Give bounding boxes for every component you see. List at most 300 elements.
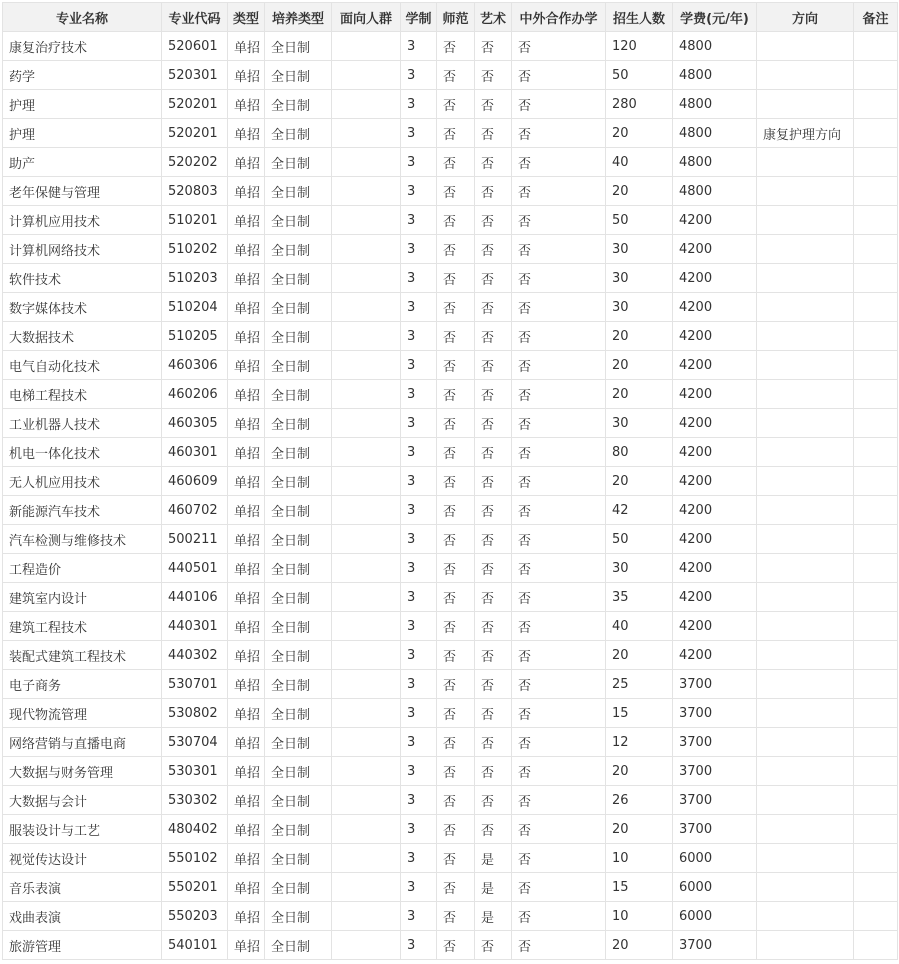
cell-duration: 3	[401, 931, 437, 960]
cell-remarks	[854, 148, 898, 177]
cell-joint-program: 否	[512, 786, 606, 815]
cell-normal-school: 否	[437, 235, 475, 264]
cell-enrollment-count: 15	[606, 699, 673, 728]
cell-type: 单招	[228, 641, 265, 670]
cell-normal-school: 否	[437, 583, 475, 612]
cell-type: 单招	[228, 728, 265, 757]
cell-enrollment-count: 30	[606, 293, 673, 322]
cell-joint-program: 否	[512, 583, 606, 612]
cell-training-type: 全日制	[265, 670, 332, 699]
table-row	[3, 786, 898, 815]
cell-type: 单招	[228, 380, 265, 409]
cell-target-group	[332, 409, 401, 438]
cell-direction	[757, 902, 854, 931]
cell-tuition: 4200	[673, 496, 757, 525]
cell-normal-school: 否	[437, 61, 475, 90]
cell-type: 单招	[228, 757, 265, 786]
cell-remarks	[854, 496, 898, 525]
cell-remarks	[854, 844, 898, 873]
cell-direction	[757, 235, 854, 264]
cell-major-code: 500211	[162, 525, 228, 554]
cell-target-group	[332, 902, 401, 931]
cell-normal-school: 否	[437, 438, 475, 467]
table-row	[3, 177, 898, 206]
cell-major-name: 助产	[3, 148, 162, 177]
cell-type: 单招	[228, 322, 265, 351]
cell-direction	[757, 815, 854, 844]
cell-duration: 3	[401, 525, 437, 554]
cell-duration: 3	[401, 90, 437, 119]
cell-direction	[757, 90, 854, 119]
cell-normal-school: 否	[437, 902, 475, 931]
table-row	[3, 583, 898, 612]
table-row	[3, 554, 898, 583]
cell-tuition: 4200	[673, 351, 757, 380]
cell-major-name: 网络营销与直播电商	[3, 728, 162, 757]
cell-training-type: 全日制	[265, 699, 332, 728]
cell-major-name: 大数据技术	[3, 322, 162, 351]
cell-target-group	[332, 612, 401, 641]
cell-type: 单招	[228, 873, 265, 902]
cell-training-type: 全日制	[265, 844, 332, 873]
cell-major-code: 550203	[162, 902, 228, 931]
cell-duration: 3	[401, 873, 437, 902]
cell-type: 单招	[228, 90, 265, 119]
table-row	[3, 612, 898, 641]
cell-target-group	[332, 554, 401, 583]
cell-enrollment-count: 50	[606, 206, 673, 235]
cell-art: 否	[475, 351, 512, 380]
cell-target-group	[332, 293, 401, 322]
cell-joint-program: 否	[512, 844, 606, 873]
cell-art: 否	[475, 148, 512, 177]
table-row	[3, 641, 898, 670]
cell-enrollment-count: 20	[606, 119, 673, 148]
cell-training-type: 全日制	[265, 873, 332, 902]
cell-enrollment-count: 40	[606, 148, 673, 177]
header-joint-program: 中外合作办学	[512, 3, 606, 32]
cell-target-group	[332, 380, 401, 409]
cell-training-type: 全日制	[265, 554, 332, 583]
cell-major-code: 440302	[162, 641, 228, 670]
cell-training-type: 全日制	[265, 641, 332, 670]
cell-art: 否	[475, 728, 512, 757]
cell-major-code: 510201	[162, 206, 228, 235]
cell-major-name: 服装设计与工艺	[3, 815, 162, 844]
cell-joint-program: 否	[512, 467, 606, 496]
cell-major-name: 康复治疗技术	[3, 32, 162, 61]
cell-tuition: 4800	[673, 177, 757, 206]
cell-enrollment-count: 42	[606, 496, 673, 525]
cell-direction	[757, 496, 854, 525]
cell-training-type: 全日制	[265, 148, 332, 177]
cell-enrollment-count: 30	[606, 264, 673, 293]
cell-tuition: 4200	[673, 641, 757, 670]
cell-tuition: 4800	[673, 119, 757, 148]
cell-duration: 3	[401, 496, 437, 525]
cell-art: 否	[475, 235, 512, 264]
cell-art: 否	[475, 583, 512, 612]
cell-direction	[757, 32, 854, 61]
table-row	[3, 699, 898, 728]
cell-direction	[757, 467, 854, 496]
cell-duration: 3	[401, 322, 437, 351]
cell-duration: 3	[401, 438, 437, 467]
header-direction: 方向	[757, 3, 854, 32]
cell-normal-school: 否	[437, 177, 475, 206]
cell-target-group	[332, 931, 401, 960]
cell-major-code: 460206	[162, 380, 228, 409]
cell-remarks	[854, 293, 898, 322]
cell-art: 否	[475, 32, 512, 61]
cell-joint-program: 否	[512, 554, 606, 583]
cell-normal-school: 否	[437, 351, 475, 380]
cell-duration: 3	[401, 206, 437, 235]
cell-enrollment-count: 40	[606, 612, 673, 641]
cell-normal-school: 否	[437, 496, 475, 525]
cell-remarks	[854, 90, 898, 119]
cell-duration: 3	[401, 235, 437, 264]
cell-tuition: 4200	[673, 409, 757, 438]
cell-training-type: 全日制	[265, 467, 332, 496]
cell-duration: 3	[401, 844, 437, 873]
cell-direction	[757, 641, 854, 670]
cell-tuition: 6000	[673, 873, 757, 902]
cell-direction	[757, 409, 854, 438]
cell-target-group	[332, 32, 401, 61]
cell-joint-program: 否	[512, 525, 606, 554]
cell-direction	[757, 177, 854, 206]
cell-normal-school: 否	[437, 757, 475, 786]
cell-duration: 3	[401, 902, 437, 931]
cell-normal-school: 否	[437, 815, 475, 844]
cell-major-name: 建筑工程技术	[3, 612, 162, 641]
cell-normal-school: 否	[437, 554, 475, 583]
cell-major-code: 510204	[162, 293, 228, 322]
cell-remarks	[854, 641, 898, 670]
cell-joint-program: 否	[512, 119, 606, 148]
cell-target-group	[332, 438, 401, 467]
cell-direction	[757, 612, 854, 641]
cell-major-name: 电梯工程技术	[3, 380, 162, 409]
cell-major-code: 550102	[162, 844, 228, 873]
cell-type: 单招	[228, 351, 265, 380]
cell-art: 否	[475, 467, 512, 496]
cell-training-type: 全日制	[265, 264, 332, 293]
cell-normal-school: 否	[437, 699, 475, 728]
cell-major-name: 护理	[3, 119, 162, 148]
cell-art: 否	[475, 612, 512, 641]
cell-enrollment-count: 25	[606, 670, 673, 699]
cell-enrollment-count: 20	[606, 757, 673, 786]
table-row	[3, 32, 898, 61]
cell-art: 否	[475, 293, 512, 322]
cell-direction	[757, 264, 854, 293]
cell-art: 否	[475, 525, 512, 554]
cell-tuition: 3700	[673, 786, 757, 815]
cell-remarks	[854, 525, 898, 554]
table-row	[3, 670, 898, 699]
cell-training-type: 全日制	[265, 438, 332, 467]
cell-major-code: 460305	[162, 409, 228, 438]
table-row	[3, 90, 898, 119]
cell-type: 单招	[228, 264, 265, 293]
cell-major-name: 电子商务	[3, 670, 162, 699]
cell-target-group	[332, 61, 401, 90]
cell-remarks	[854, 873, 898, 902]
table-row	[3, 873, 898, 902]
cell-duration: 3	[401, 380, 437, 409]
cell-major-code: 520201	[162, 119, 228, 148]
cell-major-name: 老年保健与管理	[3, 177, 162, 206]
cell-target-group	[332, 206, 401, 235]
cell-training-type: 全日制	[265, 293, 332, 322]
cell-remarks	[854, 757, 898, 786]
cell-major-name: 计算机网络技术	[3, 235, 162, 264]
table-body	[3, 32, 898, 960]
cell-enrollment-count: 20	[606, 467, 673, 496]
cell-enrollment-count: 120	[606, 32, 673, 61]
cell-target-group	[332, 322, 401, 351]
cell-enrollment-count: 20	[606, 641, 673, 670]
cell-major-code: 530301	[162, 757, 228, 786]
table-row	[3, 815, 898, 844]
cell-type: 单招	[228, 148, 265, 177]
cell-major-code: 510203	[162, 264, 228, 293]
cell-joint-program: 否	[512, 380, 606, 409]
table-row	[3, 61, 898, 90]
cell-remarks	[854, 467, 898, 496]
cell-enrollment-count: 20	[606, 322, 673, 351]
cell-art: 否	[475, 409, 512, 438]
cell-major-name: 工业机器人技术	[3, 409, 162, 438]
cell-duration: 3	[401, 264, 437, 293]
cell-tuition: 4200	[673, 467, 757, 496]
cell-duration: 3	[401, 61, 437, 90]
cell-normal-school: 否	[437, 467, 475, 496]
cell-enrollment-count: 20	[606, 931, 673, 960]
cell-duration: 3	[401, 699, 437, 728]
cell-type: 单招	[228, 177, 265, 206]
cell-normal-school: 否	[437, 641, 475, 670]
cell-duration: 3	[401, 119, 437, 148]
cell-direction	[757, 786, 854, 815]
cell-duration: 3	[401, 409, 437, 438]
cell-remarks	[854, 409, 898, 438]
cell-art: 否	[475, 786, 512, 815]
cell-major-code: 540101	[162, 931, 228, 960]
cell-normal-school: 否	[437, 873, 475, 902]
cell-training-type: 全日制	[265, 496, 332, 525]
table-row	[3, 496, 898, 525]
cell-joint-program: 否	[512, 496, 606, 525]
cell-target-group	[332, 264, 401, 293]
cell-major-name: 音乐表演	[3, 873, 162, 902]
cell-art: 否	[475, 322, 512, 351]
cell-training-type: 全日制	[265, 322, 332, 351]
cell-remarks	[854, 931, 898, 960]
cell-joint-program: 否	[512, 148, 606, 177]
cell-target-group	[332, 496, 401, 525]
cell-tuition: 4200	[673, 293, 757, 322]
cell-type: 单招	[228, 699, 265, 728]
cell-remarks	[854, 61, 898, 90]
cell-remarks	[854, 554, 898, 583]
cell-art: 是	[475, 873, 512, 902]
cell-direction	[757, 293, 854, 322]
cell-art: 否	[475, 496, 512, 525]
table-row	[3, 409, 898, 438]
cell-normal-school: 否	[437, 844, 475, 873]
cell-type: 单招	[228, 902, 265, 931]
cell-major-code: 460702	[162, 496, 228, 525]
cell-major-name: 视觉传达设计	[3, 844, 162, 873]
cell-type: 单招	[228, 409, 265, 438]
cell-art: 否	[475, 699, 512, 728]
cell-duration: 3	[401, 757, 437, 786]
cell-joint-program: 否	[512, 902, 606, 931]
cell-training-type: 全日制	[265, 32, 332, 61]
cell-direction	[757, 670, 854, 699]
cell-tuition: 4800	[673, 148, 757, 177]
cell-major-name: 电气自动化技术	[3, 351, 162, 380]
table-header-row	[3, 3, 898, 32]
cell-joint-program: 否	[512, 206, 606, 235]
cell-remarks	[854, 119, 898, 148]
cell-tuition: 4200	[673, 438, 757, 467]
cell-normal-school: 否	[437, 612, 475, 641]
cell-remarks	[854, 351, 898, 380]
cell-target-group	[332, 525, 401, 554]
cell-tuition: 3700	[673, 757, 757, 786]
cell-major-code: 520301	[162, 61, 228, 90]
cell-major-name: 汽车检测与维修技术	[3, 525, 162, 554]
cell-duration: 3	[401, 554, 437, 583]
header-enrollment-count: 招生人数	[606, 3, 673, 32]
cell-major-name: 旅游管理	[3, 931, 162, 960]
cell-target-group	[332, 467, 401, 496]
cell-joint-program: 否	[512, 177, 606, 206]
cell-enrollment-count: 30	[606, 235, 673, 264]
cell-major-name: 大数据与财务管理	[3, 757, 162, 786]
cell-art: 否	[475, 119, 512, 148]
cell-major-name: 数字媒体技术	[3, 293, 162, 322]
cell-duration: 3	[401, 32, 437, 61]
cell-direction	[757, 728, 854, 757]
cell-enrollment-count: 50	[606, 525, 673, 554]
header-normal-school: 师范	[437, 3, 475, 32]
cell-duration: 3	[401, 467, 437, 496]
cell-major-code: 510205	[162, 322, 228, 351]
cell-major-code: 440106	[162, 583, 228, 612]
cell-normal-school: 否	[437, 32, 475, 61]
cell-joint-program: 否	[512, 264, 606, 293]
cell-enrollment-count: 80	[606, 438, 673, 467]
cell-tuition: 4800	[673, 61, 757, 90]
cell-direction	[757, 380, 854, 409]
cell-major-name: 戏曲表演	[3, 902, 162, 931]
cell-direction	[757, 438, 854, 467]
table-row	[3, 322, 898, 351]
cell-joint-program: 否	[512, 612, 606, 641]
cell-enrollment-count: 10	[606, 844, 673, 873]
cell-remarks	[854, 380, 898, 409]
cell-enrollment-count: 26	[606, 786, 673, 815]
cell-training-type: 全日制	[265, 351, 332, 380]
cell-art: 否	[475, 757, 512, 786]
cell-joint-program: 否	[512, 873, 606, 902]
cell-direction	[757, 322, 854, 351]
table-row	[3, 728, 898, 757]
header-training-type: 培养类型	[265, 3, 332, 32]
cell-duration: 3	[401, 670, 437, 699]
cell-target-group	[332, 177, 401, 206]
cell-duration: 3	[401, 177, 437, 206]
cell-training-type: 全日制	[265, 119, 332, 148]
cell-type: 单招	[228, 293, 265, 322]
cell-direction	[757, 931, 854, 960]
cell-joint-program: 否	[512, 931, 606, 960]
cell-normal-school: 否	[437, 206, 475, 235]
cell-remarks	[854, 612, 898, 641]
header-art: 艺术	[475, 3, 512, 32]
cell-enrollment-count: 10	[606, 902, 673, 931]
cell-type: 单招	[228, 815, 265, 844]
cell-remarks	[854, 583, 898, 612]
cell-enrollment-count: 20	[606, 815, 673, 844]
table-row	[3, 467, 898, 496]
header-remarks: 备注	[854, 3, 898, 32]
cell-joint-program: 否	[512, 322, 606, 351]
cell-duration: 3	[401, 728, 437, 757]
cell-major-name: 软件技术	[3, 264, 162, 293]
cell-training-type: 全日制	[265, 728, 332, 757]
cell-joint-program: 否	[512, 293, 606, 322]
cell-joint-program: 否	[512, 32, 606, 61]
cell-type: 单招	[228, 119, 265, 148]
cell-joint-program: 否	[512, 61, 606, 90]
cell-type: 单招	[228, 467, 265, 496]
cell-art: 否	[475, 815, 512, 844]
cell-training-type: 全日制	[265, 612, 332, 641]
cell-major-code: 530701	[162, 670, 228, 699]
cell-enrollment-count: 20	[606, 177, 673, 206]
table-row	[3, 844, 898, 873]
cell-tuition: 3700	[673, 728, 757, 757]
cell-type: 单招	[228, 931, 265, 960]
cell-tuition: 4200	[673, 525, 757, 554]
cell-type: 单招	[228, 670, 265, 699]
cell-remarks	[854, 32, 898, 61]
cell-art: 是	[475, 844, 512, 873]
cell-tuition: 3700	[673, 670, 757, 699]
cell-enrollment-count: 15	[606, 873, 673, 902]
cell-joint-program: 否	[512, 438, 606, 467]
cell-joint-program: 否	[512, 409, 606, 438]
cell-direction	[757, 206, 854, 235]
cell-duration: 3	[401, 815, 437, 844]
header-duration: 学制	[401, 3, 437, 32]
cell-direction	[757, 873, 854, 902]
cell-target-group	[332, 351, 401, 380]
cell-type: 单招	[228, 612, 265, 641]
cell-direction	[757, 757, 854, 786]
cell-major-code: 520803	[162, 177, 228, 206]
cell-target-group	[332, 90, 401, 119]
cell-major-code: 440501	[162, 554, 228, 583]
cell-enrollment-count: 20	[606, 380, 673, 409]
header-type: 类型	[228, 3, 265, 32]
